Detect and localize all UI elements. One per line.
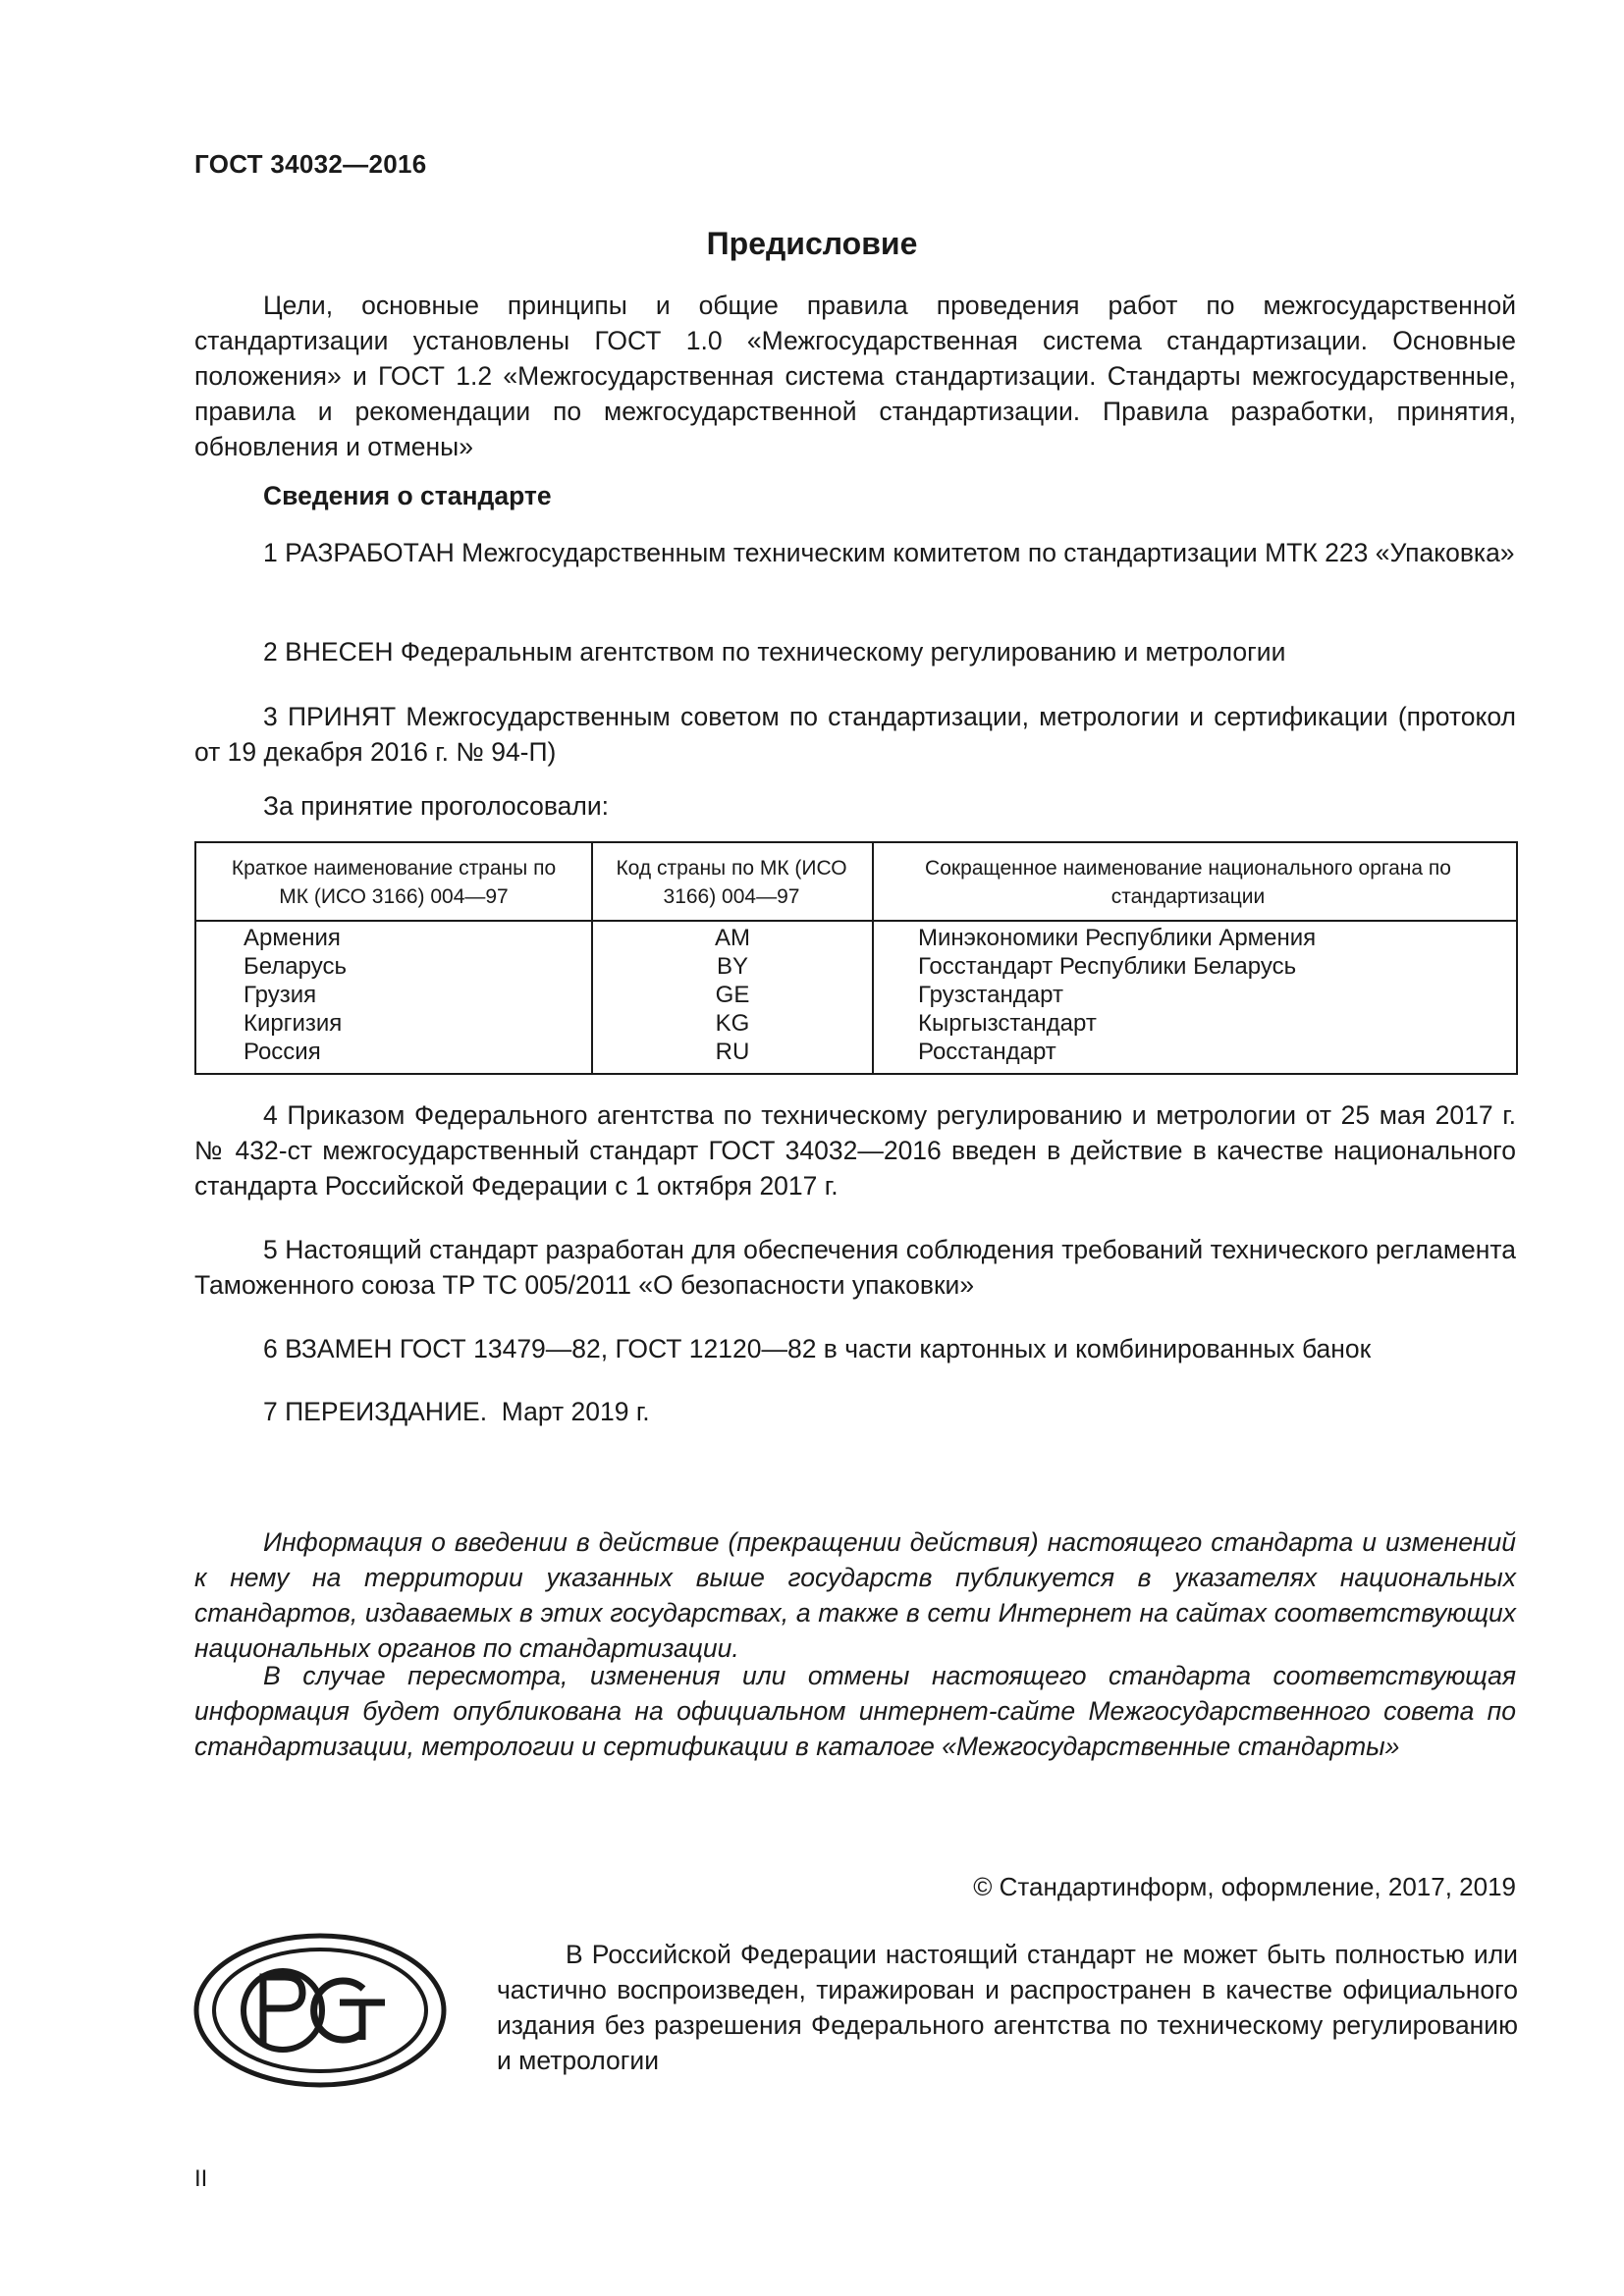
table-cell-agency: Грузстандарт <box>918 982 1063 1008</box>
table-cell-code: BY <box>716 953 748 980</box>
item-purpose: 5 Настоящий стандарт разработан для обеспечения соблюдения требований технического регламента Таможенного союза ТР ТС 005/2011 «О безопасности упаковки» <box>194 1235 1516 1300</box>
table-cell-agency: Росстандарт <box>918 1039 1056 1065</box>
notice-paragraph-2: В случае пересмотра, изменения или отмены настоящего стандарта соответствующая информация будет опубликована на официальном интернет-сайте Межгосударственного совета по стандартизации, метрологии и сертификации в каталоге «Межгосударственные стандарты» <box>194 1661 1516 1761</box>
table-column-country <box>244 924 347 1066</box>
table-divider <box>872 843 874 1073</box>
item-reissue: 7 ПЕРЕИЗДАНИЕ. Март 2019 г. <box>263 1397 650 1426</box>
intro-paragraph: Цели, основные принципы и общие правила проведения работ по межгосударственной стандартизации установлены ГОСТ 1.0 «Межгосударственная система стандартизации. Основные положения» и ГОСТ 1.2 «Межгосударственная система стандартизации. Стандарты межгосударственные, правила и рекомендации по межгосударственной стандартизации. Правила разработки, принятия, обновления и отмены» <box>194 291 1516 461</box>
table-cell-agency: Госстандарт Республики Беларусь <box>918 953 1297 980</box>
item-enacted: 4 Приказом Федерального агентства по техническому регулированию и метрологии от 25 мая 2017 г. № 432-ст межгосударственный стандарт ГОСТ 34032—2016 введен в действие в качестве национального стандарта Российской Федерации с 1 октября 2017 г. <box>194 1100 1516 1201</box>
table-header-country: Краткое наименование страны по МК (ИСО 3166) 004—97 <box>231 857 557 908</box>
item-developed: 1 РАЗРАБОТАН Межгосударственным техническим комитетом по стандартизации МТК 223 «Упаковка» <box>263 538 1515 567</box>
table-cell-country: Грузия <box>244 982 317 1008</box>
voted-label: За принятие проголосовали: <box>263 791 610 821</box>
table-header-agency: Сокращенное наименование национального органа по стандартизации <box>925 857 1451 908</box>
document-code-header: ГОСТ 34032—2016 <box>194 149 427 179</box>
table-cell-country: Россия <box>244 1039 321 1065</box>
rights-notice: В Российской Федерации настоящий стандарт не может быть полностью или частично воспроизведен, тиражирован и распространен в качестве официального издания без разрешения Федерального агентства по техническому регулированию и метрологии <box>497 1940 1518 2075</box>
table-column-agency <box>918 924 1316 1066</box>
table-cell-agency: Минэкономики Республики Армения <box>918 925 1317 951</box>
table-cell-country: Киргизия <box>244 1010 343 1037</box>
item-submitted: 2 ВНЕСЕН Федеральным агентством по техническому регулированию и метрологии <box>263 637 1286 667</box>
item-replaces: 6 ВЗАМЕН ГОСТ 13479—82, ГОСТ 12120—82 в части картонных и комбинированных банок <box>263 1334 1372 1363</box>
section-title: Предисловие <box>706 226 918 261</box>
table-cell-code: AM <box>715 925 750 951</box>
pct-certification-mark-icon <box>192 1932 448 2089</box>
page-number: II <box>194 2165 208 2192</box>
table-cell-code: RU <box>715 1039 750 1065</box>
table-divider <box>196 920 1516 922</box>
voting-countries-table <box>194 841 1518 1075</box>
copyright-line: © Стандартинформ, оформление, 2017, 2019 <box>973 1872 1516 1901</box>
table-cell-country: Беларусь <box>244 953 347 980</box>
standard-info-heading: Сведения о стандарте <box>263 481 552 510</box>
table-cell-country: Армения <box>244 925 341 951</box>
notice-paragraph-1: Информация о введении в действие (прекращении действия) настоящего стандарта и изменений к нему на территории указанных выше государств публикуется в указателях национальных стандартов, издаваемых в этих государствах, а также в сети Интернет на сайтах соответствующих национальных органов по стандартизации. <box>194 1527 1516 1663</box>
item-adopted: 3 ПРИНЯТ Межгосударственным советом по стандартизации, метрологии и сертификации (протокол от 19 декабря 2016 г. № 94-П) <box>194 702 1516 767</box>
table-cell-code: KG <box>715 1010 750 1037</box>
table-cell-code: GE <box>715 982 750 1008</box>
table-header-code: Код страны по МК (ИСО 3166) 004—97 <box>616 857 847 908</box>
table-column-code <box>593 924 872 1066</box>
table-cell-agency: Кыргызстандарт <box>918 1010 1097 1037</box>
